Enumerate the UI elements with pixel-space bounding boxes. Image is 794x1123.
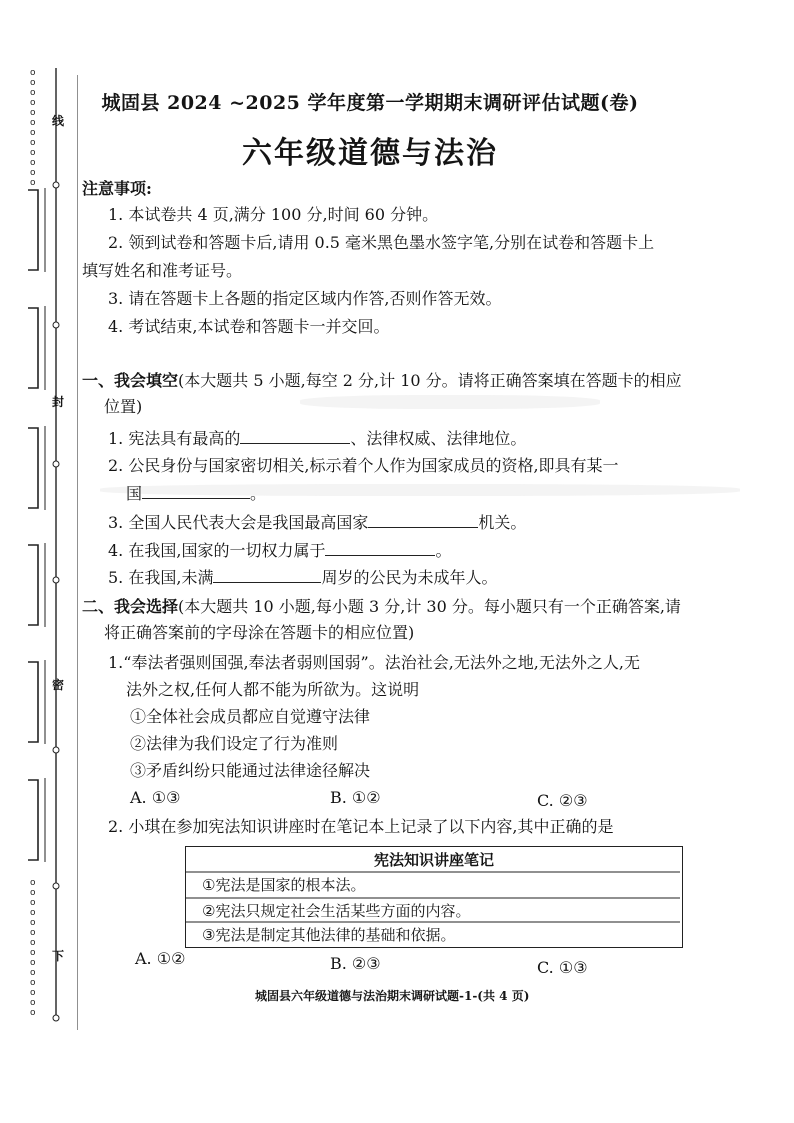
page-footer: 城固县六年级道德与法治期末调研试题-1-(共 4 页) <box>255 989 530 1003</box>
section1-instruction-cont: 位置) <box>104 397 143 416</box>
fill-question-1 <box>108 427 526 450</box>
section2-instruction: (本大题共 10 小题,每小题 3 分,计 30 分。每小题只有一个正确答案,请 <box>178 597 681 616</box>
lecture-note-3: ③宪法是制定其他法律的基础和依据。 <box>202 926 456 944</box>
q1-statement-3: ③矛盾纠纷只能通过法律途径解决 <box>130 761 371 780</box>
q2-option-b: B. ②③ <box>330 954 381 973</box>
lecture-note-2: ②宪法只规定社会生活某些方面的内容。 <box>202 902 471 920</box>
seal-char-mi: 密 <box>52 678 65 692</box>
q5-text-after: 周岁的公民为未成年人。 <box>321 568 498 587</box>
notice-item-2: 2. 领到试卷和答题卡后,请用 0.5 毫米黑色墨水签字笔,分别在试卷和答题卡上 <box>108 233 655 252</box>
choice-question-2-stem: 2. 小琪在参加宪法知识讲座时在笔记本上记录了以下内容,其中正确的是 <box>108 817 614 836</box>
q2-text-after: 。 <box>250 484 267 503</box>
choice-question-1-line2: 法外之权,任何人都不能为所欲为。这说明 <box>126 680 420 699</box>
q2-text-before: 国 <box>126 484 143 503</box>
seal-char-xia: 下 <box>52 949 65 963</box>
section1-header <box>82 370 682 392</box>
scan-smudge <box>300 395 600 409</box>
section2-instruction-cont: 将正确答案前的字母涂在答题卡的相应位置) <box>104 623 415 642</box>
q1-option-a: A. ①③ <box>130 788 181 807</box>
exam-header-title: 城固县 2024 ~2025 学年度第一学期期末调研评估试题(卷) <box>101 92 639 114</box>
q4-text-after: 。 <box>435 541 452 560</box>
q4-answer-blank <box>325 539 435 556</box>
q5-text-before: 5. 在我国,未满 <box>108 568 214 587</box>
notice-heading: 注意事项: <box>82 179 152 198</box>
q2-answer-blank <box>142 482 250 499</box>
q2-option-c: C. ①③ <box>537 958 588 977</box>
perforation-dots-bottom: o o o o o o o o o o o o o o <box>30 878 36 1018</box>
q1-answer-blank <box>240 427 350 444</box>
q4-text-before: 4. 在我国,国家的一切权力属于 <box>108 541 326 560</box>
perforation-dots-top: o o o o o o o o o o o o <box>30 68 36 188</box>
q3-text-after: 机关。 <box>478 513 527 532</box>
q3-answer-blank <box>368 511 478 528</box>
subject-title: 六年级道德与法治 <box>242 136 498 171</box>
notice-item-4: 4. 考试结束,本试卷和答题卡一并交回。 <box>108 317 390 336</box>
seal-char-feng: 封 <box>52 395 65 409</box>
q1-text-after: 、法律权威、法律地位。 <box>350 429 527 448</box>
section2-header <box>82 596 681 618</box>
choice-question-1-line1: 1.“奉法者强则国强,奉法者弱则国弱”。法治社会,无法外之地,无法外之人,无 <box>108 653 640 672</box>
q1-option-b: B. ①② <box>330 788 381 807</box>
q2-option-a: A. ①② <box>135 949 186 968</box>
q1-statement-2: ②法律为我们设定了行为准则 <box>130 734 339 753</box>
q1-text-before: 1. 宪法具有最高的 <box>108 429 241 448</box>
lecture-notes-title: 宪法知识讲座笔记 <box>373 851 494 869</box>
q1-option-c: C. ②③ <box>537 791 588 810</box>
section2-heading: 二、我会选择 <box>82 597 179 616</box>
notice-item-2-cont: 填写姓名和准考证号。 <box>82 261 243 280</box>
lecture-note-1: ①宪法是国家的根本法。 <box>202 876 366 894</box>
section1-heading: 一、我会填空 <box>82 371 179 390</box>
fill-question-3 <box>108 511 526 534</box>
seal-char-xian: 线 <box>52 114 65 128</box>
q1-statement-1: ①全体社会成员都应自觉遵守法律 <box>130 707 371 726</box>
q3-text-before: 3. 全国人民代表大会是我国最高国家 <box>108 513 369 532</box>
fill-question-5 <box>108 566 497 589</box>
fill-question-2-line2 <box>126 482 266 505</box>
fill-question-4 <box>108 539 451 562</box>
notice-item-3: 3. 请在答题卡上各题的指定区域内作答,否则作答无效。 <box>108 289 502 308</box>
lecture-notes-box <box>185 846 683 948</box>
fill-question-2-line1: 2. 公民身份与国家密切相关,标示着个人作为国家成员的资格,即具有某一 <box>108 456 619 475</box>
q5-answer-blank <box>213 566 321 583</box>
notice-item-1: 1. 本试卷共 4 页,满分 100 分,时间 60 分钟。 <box>108 205 439 224</box>
section1-instruction: (本大题共 5 小题,每空 2 分,计 10 分。请将正确答案填在答题卡的相应 <box>178 371 682 390</box>
